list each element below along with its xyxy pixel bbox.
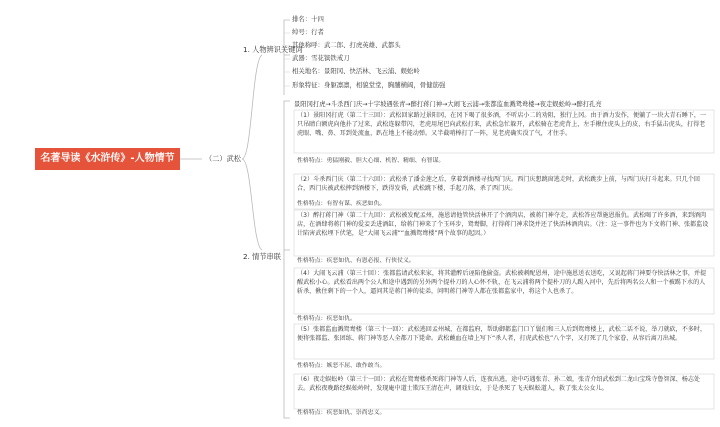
- keyword-weapon: 武器：雪花镔铁戒刀: [292, 54, 350, 62]
- episode-3-text: （3）醉打蒋门神（第二十九回）：武松被发配孟州，施恩请他管快活林开了个酒肉店，被蒋门神夺走，武松答应帮施恩报仇。武松喝了许多酒，来到酒肉店，在酒肆将蒋门神的爱妾丢进酒缸，给蒋门神来了个玉环步，鸳鸯脚，打得蒋门神求饶并还了快活林酒肉店。（注：这一事件也为下文蒋门神、张都监设计陷害武松埋下伏笔，是“大闹飞云浦”“血溅鸳鸯楼”两个故事的起因。）: [297, 212, 709, 238]
- root-node[interactable]: 名著导读《水浒传》-人物情节: [35, 148, 180, 170]
- episode-5-text: （5）张都监血溅鸳鸯楼（第三十一回）：武松逃回孟州城，在都监府，帮助御都监门口丫鬟们和三人后到鸳鸯楼上，武松二话不说，举刀就砍，不多时，便将张都监、张团练、蒋门神等恶人全都刀下毙命。武松蘸血在墙上写下“杀人者，打虎武松也”八个字，又打死了几个家眷，从容后离刀出城。: [297, 326, 707, 343]
- keyword-nickname: 绰号：行者: [292, 28, 324, 36]
- episode-4-character: 性格特点：疾恶如仇。: [297, 316, 356, 322]
- keyword-places: 相关地名：景阳冈、快活林、飞云浦、蜈蚣岭: [292, 67, 420, 75]
- episode-3-character: 性格特点：疾恶如仇、有恩必报、行侠仗义。: [297, 258, 415, 264]
- plot-summary: 景阳冈打虎→斗杀西门庆→十字坡遇张青→醉打蒋门神→大闹飞云浦→张都监血溅鸳鸯楼→夜走蜈蚣岭→醉打孔亮: [294, 101, 602, 108]
- episode-2-character: 性格特点：有智有谋、疾恶如仇。: [297, 201, 386, 207]
- keyword-other-names: 其他称呼：武二郎、打虎英雄、武都头: [292, 41, 401, 49]
- episode-6-text: （6）夜走蜈蚣岭（第三十一回）：武松在鸳鸯楼杀死蒋门神等人后，连夜出逃，途中巧遇张青、孙二娘，张青介绍武松到二龙山宝珠寺鲁智深、杨志处去。武松夜晚路经蜈蚣岭时，发现庵中道士欺压王清在声，调戏妇女，于是杀死了飞天蜈蚣道人，救了张太公女儿。: [297, 376, 701, 393]
- episode-5-character: 性格特点：嫉恶不屈、敢作敢当。: [297, 363, 386, 369]
- episode-2-text: （2）斗杀西门庆（第二十六回）：武松杀了潘金莲之后，拿着到酒楼寻找西门庆。西门庆想跳窗逃走时，武松跳步上前，与西门庆打斗起来。只几个回合，西门庆被武松摔到酒楼下，跌得发昏，武松跳下楼，手起刀落，杀了西门庆。: [297, 176, 701, 193]
- branch-to-sections-connector: [242, 55, 262, 159]
- keyword-appearance: 形象特征：身躯凛凛，相貌堂堂，胸脯横阔，骨健筋强: [292, 81, 446, 89]
- episode-1-character: 性格特点：勇猛刚毅、胆大心细、机智、精细、有智谋。: [297, 158, 445, 164]
- episode-6-character: 性格特点：疾恶如仇、崇尚忠义。: [297, 410, 386, 416]
- keyword-bracket: [284, 20, 290, 95]
- keyword-rank: 排名：十四: [292, 15, 324, 23]
- plot-bracket: [284, 101, 290, 418]
- section-plot[interactable]: 2. 情节串联: [243, 252, 281, 261]
- branch-wusong[interactable]: （二）武松: [205, 154, 241, 163]
- episode-1-text: （1）景阳冈打虎（第二十三回）：武松回家路过景阳冈，在冈下喝了很多酒，不听店小二的劝阻，独行上冈。由于酒力发作，便躺了一块大青石睡下，一只吊睛白额虎向他扑了过来，武松连躲带闪，老虎用尾巴向武松打来，武松急忙躲开，武松骑在老虎背上，左手揪住虎头上的皮，右手猛击虎头，打得老虎眼、嘴、鼻、耳到处流血，趴在地上不能动弹。又半截哨棒打了一阵，见老虎确实没了气，才住手。: [297, 112, 707, 138]
- section-keywords[interactable]: 1. 人物辨识关键词: [243, 45, 303, 54]
- episode-4-text: （4）大闹飞云浦（第三十回）：张都监请武松来家，将其灌醉后诬陷他偷盗。武松被刺配恩州，途中施恩送衣送吃，又说起蒋门神要夺快活林之事，并提醒武松小心。武松看出两个公人和途中遇到的另外两个提朴刀的人心怀不轨，在飞云浦将两个提朴刀的人踢入河中，先后将两名公人和一个被踢下水的人斩杀，揪住剩下的一个人，逼问其是蒋门神的徒弟，问明蒋门神等人都在张都监家中，将这个人也杀了。: [297, 270, 707, 296]
